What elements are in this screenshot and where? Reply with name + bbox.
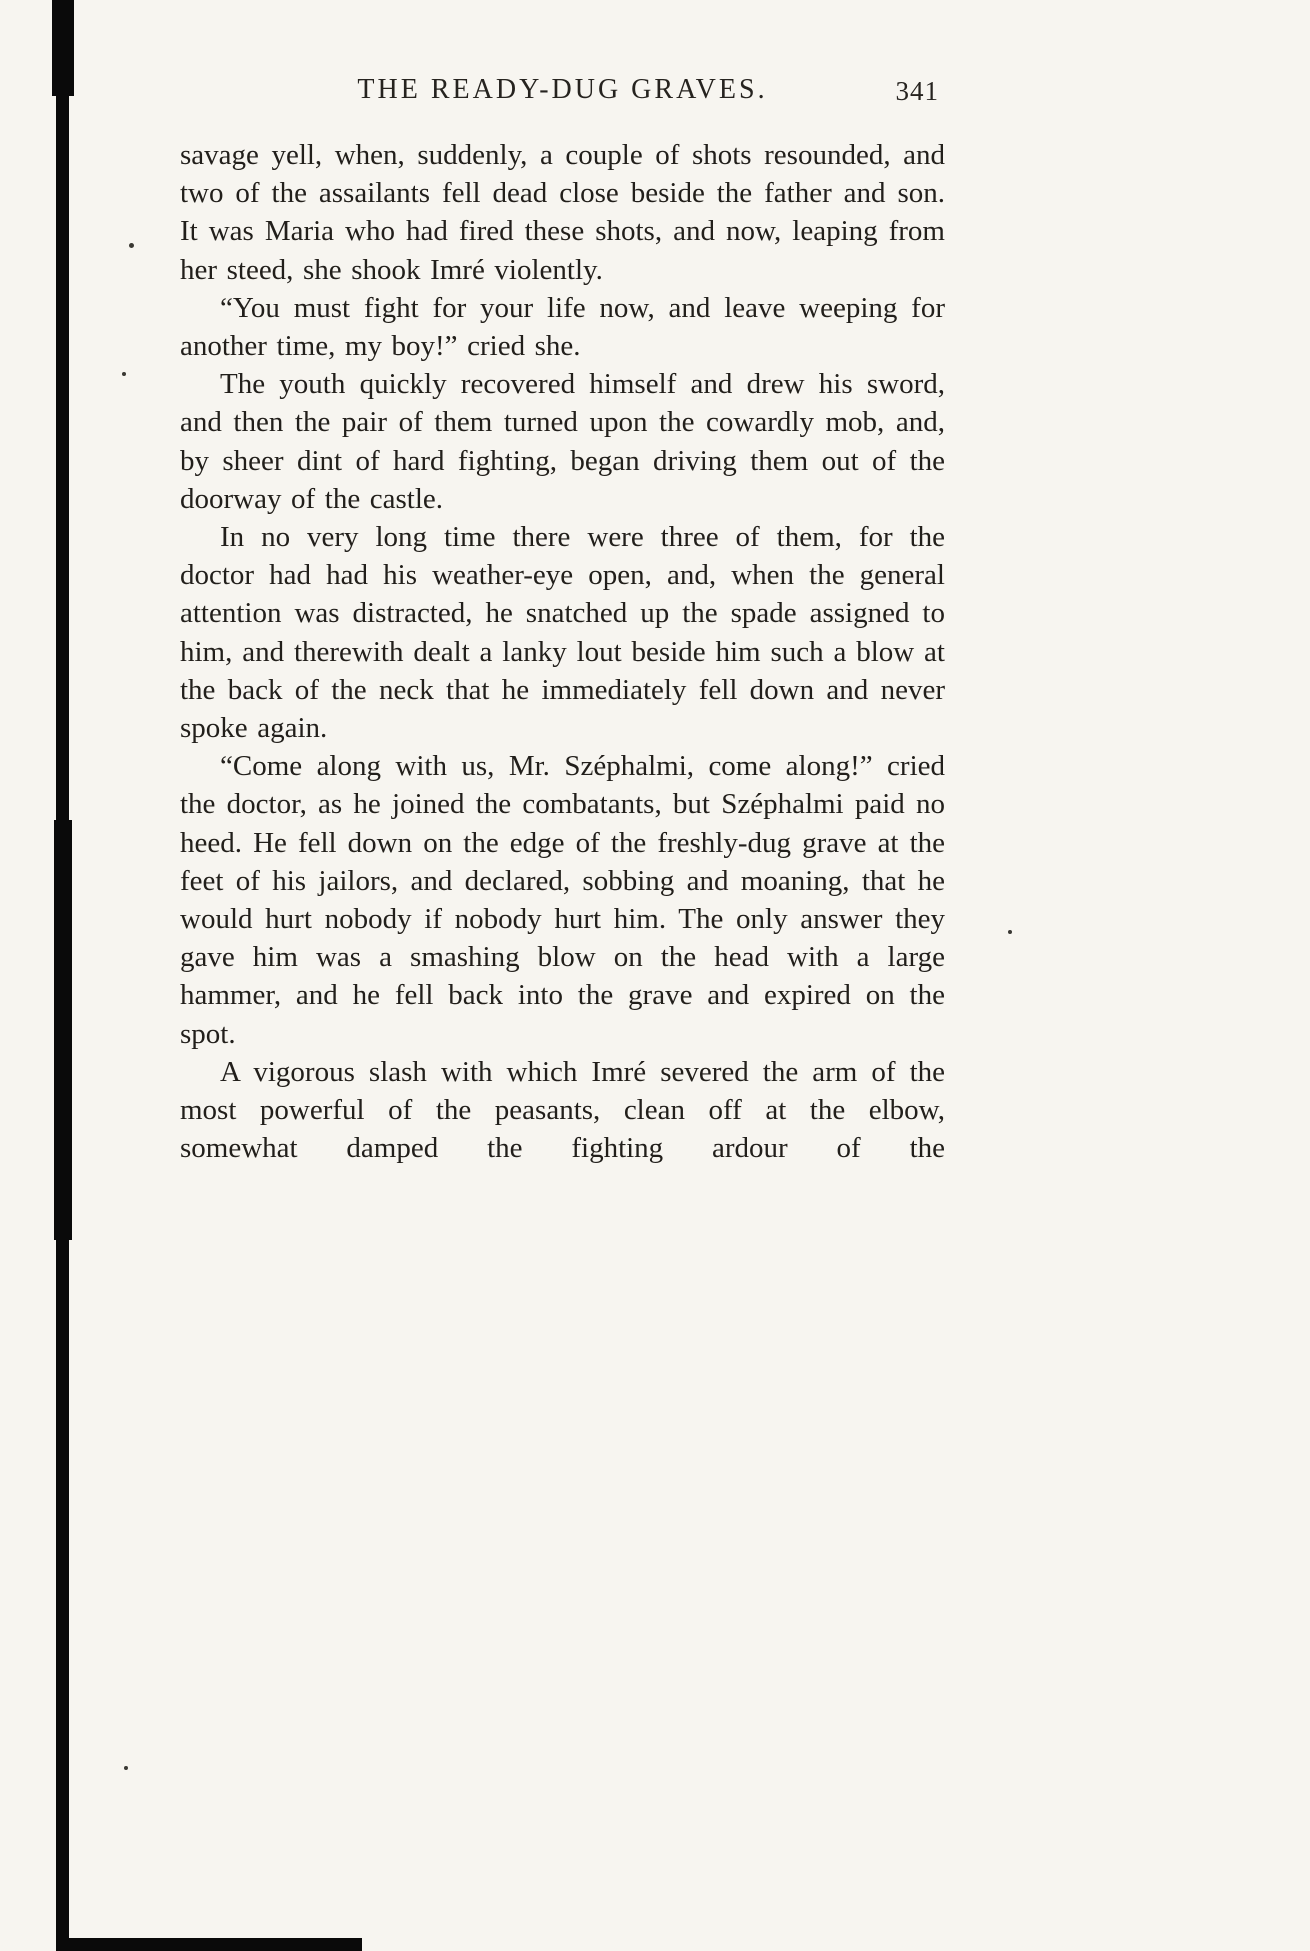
page-title: THE READY-DUG GRAVES. bbox=[357, 74, 768, 105]
running-head bbox=[180, 74, 945, 106]
scan-artifact-bottom-strip bbox=[62, 1938, 362, 1951]
paragraph: savage yell, when, suddenly, a couple of shots resounded, and two of the assailants fell dead close beside the father and son. It was Maria who had fired these shots, and now, leaping from her steed, she shook Imré violently. bbox=[180, 139, 945, 286]
paragraph: “You must fight for your life now, and leave weeping for another time, my boy!” cried she. bbox=[180, 291, 945, 363]
scan-artifact-mid-bar bbox=[54, 820, 72, 1240]
scan-speck bbox=[124, 1766, 128, 1770]
scan-artifact-top-wedge bbox=[52, 0, 74, 96]
scan-speck bbox=[122, 372, 126, 376]
body-text bbox=[180, 136, 945, 1167]
paragraph: “Come along with us, Mr. Széphalmi, come along!” cried the doctor, as he joined the combatants, but Széphalmi paid no heed. He fell down on the edge of the freshly-dug grave at the feet of his jailors, and declared, sobbing and moaning, that he would hurt nobody if nobody hurt him. The only answer they gave him was a smashing blow on the head with a large hammer, and he fell back into the grave and expired on the spot. bbox=[180, 750, 945, 1050]
paragraph: A vigorous slash with which Imré severed the arm of the most powerful of the peasants, clean off at the elbow, somewhat damped the fighting ardour of the bbox=[180, 1055, 945, 1165]
page-number: 341 bbox=[895, 76, 939, 106]
paragraph: The youth quickly recovered himself and drew his sword, and then the pair of them turned upon the cowardly mob, and, by sheer dint of hard fighting, began driving them out of the doorway of the castle. bbox=[180, 368, 945, 515]
paragraph: In no very long time there were three of them, for the doctor had had his weather-eye open, and, when the general attention was distracted, he snatched up the spade assigned to him, and therewith dealt a lanky lout beside him such a blow at the back of the neck that he immediately fell down and never spoke again. bbox=[180, 521, 945, 745]
scan-speck bbox=[1008, 930, 1012, 934]
scan-speck bbox=[129, 243, 134, 248]
